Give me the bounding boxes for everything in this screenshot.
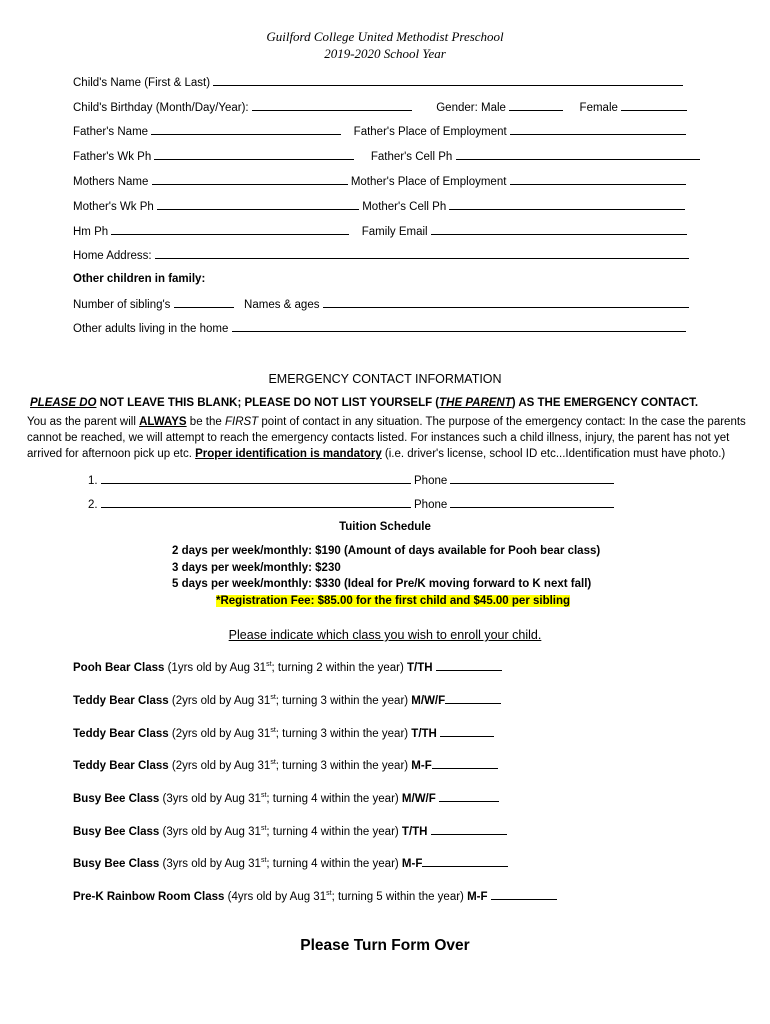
names-ages-field[interactable] <box>323 296 689 308</box>
mothers-name-field[interactable] <box>152 173 348 185</box>
warning-the-parent: THE PARENT <box>439 397 512 409</box>
mother-phone-row <box>73 198 685 214</box>
class-row <box>73 888 557 903</box>
class-days: M/W/F <box>411 695 446 707</box>
fathers-cell-ph-field[interactable] <box>456 148 700 160</box>
class-desc-2: ; turning 3 within the year) <box>275 728 412 740</box>
class-row <box>73 725 494 740</box>
mothers-employment-field[interactable] <box>510 173 686 185</box>
warning-end: ) AS THE EMERGENCY CONTACT. <box>511 397 699 409</box>
class-desc-2: ; turning 4 within the year) <box>266 793 402 805</box>
contact-1-phone-field[interactable] <box>450 472 614 484</box>
ordinal-suffix: st <box>260 825 267 833</box>
emergency-heading: EMERGENCY CONTACT INFORMATION <box>268 372 502 386</box>
contact-1-name-field[interactable] <box>101 472 411 484</box>
class-desc-2: ; turning 4 within the year) <box>266 858 402 870</box>
class-days: M-F <box>467 891 488 903</box>
ordinal-suffix: st <box>260 792 267 800</box>
emergency-paragraph <box>27 414 747 462</box>
contact-2-phone-label: Phone <box>414 499 448 511</box>
other-adults-label: Other adults living in the home <box>73 323 229 335</box>
fathers-name-field[interactable] <box>151 123 341 135</box>
child-name-row <box>73 74 683 90</box>
para-text-1: You as the parent will <box>27 416 140 428</box>
ordinal-suffix: st <box>266 661 272 669</box>
class-name: Busy Bee Class <box>73 793 160 805</box>
class-desc: (2yrs old by Aug 31 <box>168 728 271 740</box>
mothers-cell-ph-label: Mother's Cell Ph <box>362 201 447 213</box>
child-name-label: Child's Name (First & Last) <box>73 77 211 89</box>
emergency-warning <box>30 397 698 409</box>
ordinal-suffix: st <box>326 890 332 898</box>
class-select-field[interactable] <box>431 823 507 835</box>
fathers-employment-field[interactable] <box>510 123 686 135</box>
home-phone-row <box>73 223 687 239</box>
class-name: Teddy Bear Class <box>73 760 169 772</box>
contact-1-number: 1. <box>88 475 98 487</box>
class-row <box>73 757 498 772</box>
para-text-3: point of contact in any situation. The purpose of the emergency contact: In the case the parents cannot be reached, we will attempt to reach the emergency contacts listed. For instances such a child illness, injury, the parent has not yet arrived for afternoon pick up etc. <box>27 416 746 460</box>
class-select-field[interactable] <box>439 790 499 802</box>
mothers-employment-label: Mother's Place of Employment <box>350 176 507 188</box>
family-email-label: Family Email <box>361 226 428 238</box>
hm-ph-field[interactable] <box>111 223 349 235</box>
mothers-wk-ph-field[interactable] <box>157 198 359 210</box>
class-name: Teddy Bear Class <box>73 695 169 707</box>
home-address-label: Home Address: <box>73 250 152 262</box>
family-email-field[interactable] <box>431 223 687 235</box>
fathers-cell-ph-label: Father's Cell Ph <box>370 151 453 163</box>
female-field[interactable] <box>621 99 687 111</box>
class-name: Pre-K Rainbow Room Class <box>73 891 225 903</box>
fathers-wk-ph-field[interactable] <box>154 148 354 160</box>
class-select-field[interactable] <box>432 757 498 769</box>
contact-2-name-field[interactable] <box>101 496 411 508</box>
fathers-name-label: Father's Name <box>73 126 149 138</box>
ordinal-suffix: st <box>260 857 267 865</box>
class-days: M/W/F <box>401 793 436 805</box>
male-field[interactable] <box>509 99 563 111</box>
contact-2-number: 2. <box>88 499 98 511</box>
class-desc-2: ; turning 5 within the year) <box>331 891 468 903</box>
class-name: Busy Bee Class <box>73 858 160 870</box>
warning-please-do: PLEASE DO <box>30 397 97 409</box>
home-address-field[interactable] <box>155 247 689 259</box>
class-name: Busy Bee Class <box>73 826 160 838</box>
mothers-name-label: Mothers Name <box>73 176 149 188</box>
gender-label: Gender: <box>436 102 478 114</box>
child-birthday-field[interactable] <box>252 99 412 111</box>
class-row <box>73 790 499 805</box>
class-row <box>73 692 501 707</box>
para-always: ALWAYS <box>139 416 187 428</box>
tuition-heading: Tuition Schedule <box>339 521 431 533</box>
mothers-cell-ph-field[interactable] <box>449 198 685 210</box>
class-days: M-F <box>401 858 423 870</box>
child-birthday-row <box>73 99 687 115</box>
class-desc: (2yrs old by Aug 31 <box>168 695 271 707</box>
turn-form-over: Please Turn Form Over <box>300 937 470 954</box>
emergency-contact-1 <box>88 472 614 488</box>
enroll-prompt: Please indicate which class you wish to enroll your child. <box>228 628 542 642</box>
ordinal-suffix: st <box>270 759 276 767</box>
class-desc-2: ; turning 4 within the year) <box>266 826 402 838</box>
emergency-contact-2 <box>88 496 614 512</box>
hm-ph-label: Hm Ph <box>73 226 109 238</box>
class-desc: (3yrs old by Aug 31 <box>159 826 261 838</box>
class-desc: (3yrs old by Aug 31 <box>159 793 261 805</box>
fathers-employment-label: Father's Place of Employment <box>353 126 507 138</box>
fathers-wk-ph-label: Father's Wk Ph <box>73 151 152 163</box>
class-select-field[interactable] <box>436 659 502 671</box>
tuition-line-1: 2 days per week/monthly: $190 (Amount of days available for Pooh bear class) <box>172 545 601 557</box>
contact-1-phone-label: Phone <box>414 475 448 487</box>
mothers-wk-ph-label: Mother's Wk Ph <box>73 201 154 213</box>
class-name: Teddy Bear Class <box>73 728 169 740</box>
num-siblings-label: Number of sibling's <box>73 299 171 311</box>
tuition-line-3: 5 days per week/monthly: $330 (Ideal for Pre/K moving forward to K next fall) <box>172 578 592 590</box>
class-days: M-F <box>411 760 432 772</box>
male-label: Male <box>481 102 506 114</box>
class-desc: (3yrs old by Aug 31 <box>159 858 261 870</box>
names-ages-label: Names & ages <box>244 299 320 311</box>
class-days: T/TH <box>407 662 433 674</box>
para-text-2: be the <box>186 416 225 428</box>
class-row <box>73 659 502 674</box>
school-name: Guilford College United Methodist Preschool <box>266 29 504 44</box>
other-adults-field[interactable] <box>232 320 686 332</box>
class-row <box>73 823 507 838</box>
ordinal-suffix: st <box>270 727 276 735</box>
class-desc-2: ; turning 3 within the year) <box>275 760 412 772</box>
other-adults-row <box>73 320 686 336</box>
class-select-field[interactable] <box>422 855 508 867</box>
female-label: Female <box>579 102 618 114</box>
father-row <box>73 123 686 139</box>
other-children-heading: Other children in family: <box>73 273 206 285</box>
para-first: FIRST <box>224 416 259 428</box>
para-text-4: (i.e. driver's license, school ID etc...Identification must have photo.) <box>381 448 726 460</box>
father-phone-row <box>73 148 700 164</box>
class-select-field[interactable] <box>491 888 557 900</box>
contact-2-phone-field[interactable] <box>450 496 614 508</box>
child-birthday-label: Child's Birthday (Month/Day/Year): <box>73 102 249 114</box>
class-desc-2: ; turning 2 within the year) <box>271 662 408 674</box>
class-name: Pooh Bear Class <box>73 662 165 674</box>
child-name-field[interactable] <box>213 74 683 86</box>
mother-row <box>73 173 686 189</box>
num-siblings-field[interactable] <box>174 296 234 308</box>
registration-fee: *Registration Fee: $85.00 for the first child and $45.00 per sibling <box>216 595 571 607</box>
warning-mid: NOT LEAVE THIS BLANK; PLEASE DO NOT LIST YOURSELF ( <box>96 397 440 409</box>
siblings-row <box>73 296 689 312</box>
class-select-field[interactable] <box>445 692 501 704</box>
class-desc: (2yrs old by Aug 31 <box>168 760 271 772</box>
class-desc-2: ; turning 3 within the year) <box>275 695 412 707</box>
ordinal-suffix: st <box>270 694 276 702</box>
class-row <box>73 855 508 870</box>
home-address-row <box>73 247 689 263</box>
class-days: T/TH <box>411 728 437 740</box>
para-proper-id: Proper identification is mandatory <box>195 448 382 460</box>
class-days: T/TH <box>401 826 428 838</box>
tuition-line-2: 3 days per week/monthly: $230 <box>172 562 341 574</box>
school-year: 2019-2020 School Year <box>324 46 446 61</box>
class-select-field[interactable] <box>440 725 494 737</box>
class-desc: (4yrs old by Aug 31 <box>224 891 327 903</box>
class-desc: (1yrs old by Aug 31 <box>164 662 267 674</box>
